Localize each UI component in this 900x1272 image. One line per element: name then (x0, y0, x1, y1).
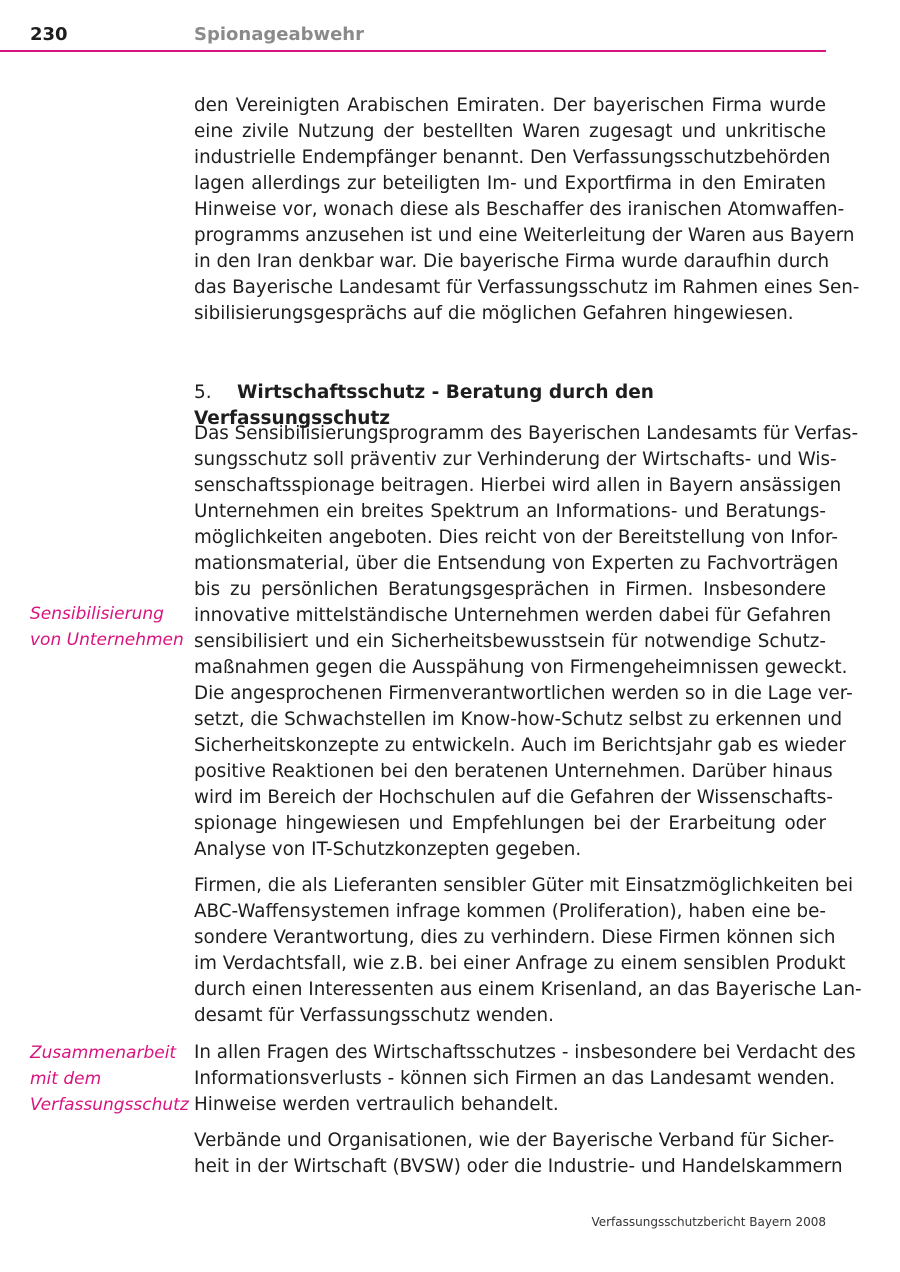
text-line: bis zu persönlichen Beratungsgesprächen in Firmen. Insbesondere (194, 579, 826, 600)
text-line: spionage hingewiesen und Empfehlungen bei der Erarbeitung oder (194, 813, 826, 834)
text-line: durch einen Interessenten aus einem Krisenland, an das Bayerische Lan- (194, 979, 862, 1000)
text-line: sondere Verantwortung, dies zu verhindern. Diese Firmen können sich (194, 927, 836, 948)
text-line: innovative mittelständische Unternehmen werden dabei für Gefahren (194, 605, 832, 626)
text-line: im Verdachtsfall, wie z.B. bei einer Anfrage zu einem sensiblen Produkt (194, 953, 846, 974)
text-line: programms anzusehen ist und eine Weiterleitung der Waren aus Bayern (194, 225, 855, 246)
text-line: Die angesprochenen Firmenverantwortlichen werden so in die Lage ver- (194, 683, 853, 704)
page-number: 230 (30, 24, 68, 45)
text-line: sibilisierungsgesprächs auf die möglichen Gefahren hingewiesen. (194, 303, 794, 324)
text-line: möglichkeiten angeboten. Dies reicht von der Bereitstellung von Infor- (194, 527, 838, 548)
text-line: heit in der Wirtschaft (BVSW) oder die Industrie- und Handelskammern (194, 1156, 843, 1177)
text-line: mationsmaterial, über die Entsendung von Experten zu Fachvorträgen (194, 553, 839, 574)
paragraph-proliferation (194, 873, 862, 1029)
text-line: sensibilisiert und ein Sicherheitsbewusstsein für notwendige Schutz- (194, 631, 826, 652)
text-line: eine zivile Nutzung der bestellten Waren zugesagt und unkritische (194, 121, 826, 142)
paragraph-sensibilisierung (194, 421, 859, 863)
text-line: positive Reaktionen bei den beratenen Unternehmen. Darüber hinaus (194, 761, 833, 782)
text-line: lagen allerdings zur beteiligten Im- und Exportfirma in den Emiraten (194, 173, 826, 194)
margin-note-line: Zusammenarbeit (30, 1043, 177, 1063)
margin-note-line: Verfassungsschutz (30, 1095, 189, 1115)
text-line: Unternehmen ein breites Spektrum an Informations- und Beratungs- (194, 501, 826, 522)
text-line: Das Sensibilisierungsprogramm des Bayerischen Landesamts für Verfas- (194, 423, 859, 444)
text-line: maßnahmen gegen die Ausspähung von Firmengeheimnissen geweckt. (194, 657, 848, 678)
section-number: 5. (194, 382, 212, 403)
text-line: Hinweise werden vertraulich behandelt. (194, 1094, 559, 1115)
text-line: in den Iran denkbar war. Die bayerische Firma wurde daraufhin durch (194, 251, 830, 272)
running-title: Spionageabwehr (194, 24, 364, 45)
paragraph-verbaende (194, 1128, 843, 1180)
text-line: setzt, die Schwachstellen im Know-how-Schutz selbst zu erkennen und (194, 709, 843, 730)
text-line: desamt für Verfassungsschutz wenden. (194, 1005, 554, 1026)
text-line: industrielle Endempfänger benannt. Den Verfassungsschutzbehörden (194, 147, 831, 168)
text-line: das Bayerische Landesamt für Verfassungsschutz im Rahmen eines Sen- (194, 277, 860, 298)
margin-note-line: von Unternehmen (30, 630, 184, 650)
margin-note-line: Sensibilisierung (30, 604, 164, 624)
text-line: Firmen, die als Lieferanten sensibler Güter mit Einsatzmöglichkeiten bei (194, 875, 854, 896)
page-footer: Verfassungsschutzbericht Bayern 2008 (591, 1215, 826, 1229)
text-line: sungsschutz soll präventiv zur Verhinderung der Wirtschafts- und Wis- (194, 449, 837, 470)
text-line: Verbände und Organisationen, wie der Bayerische Verband für Sicher- (194, 1130, 835, 1151)
text-line: wird im Bereich der Hochschulen auf die Gefahren der Wissenschafts- (194, 787, 833, 808)
header-rule (0, 50, 826, 52)
intro-paragraph (194, 93, 860, 327)
margin-note-line: mit dem (30, 1069, 102, 1089)
text-line: Informationsverlusts - können sich Firmen an das Landesamt wenden. (194, 1068, 836, 1089)
text-line: Hinweise vor, wonach diese als Beschaffer des iranischen Atomwaffen- (194, 199, 845, 220)
text-line: In allen Fragen des Wirtschaftsschutzes - insbesondere bei Verdacht des (194, 1042, 856, 1063)
text-line: Sicherheitskonzepte zu entwickeln. Auch im Berichtsjahr gab es wieder (194, 735, 846, 756)
text-line: Analyse von IT-Schutzkonzepten gegeben. (194, 839, 582, 860)
text-line: den Vereinigten Arabischen Emiraten. Der bayerischen Firma wurde (194, 95, 826, 116)
margin-note-zusammenarbeit (30, 1040, 190, 1118)
text-line: senschaftsspionage beitragen. Hierbei wird allen in Bayern ansässigen (194, 475, 842, 496)
text-line: ABC-Waffensystemen infrage kommen (Proliferation), haben eine be- (194, 901, 826, 922)
paragraph-wirtschaftsschutz (194, 1040, 856, 1118)
margin-note-sensibilisierung (30, 601, 190, 653)
section-title: Wirtschaftsschutz - Beratung durch den Verfassungsschutz (194, 382, 654, 429)
